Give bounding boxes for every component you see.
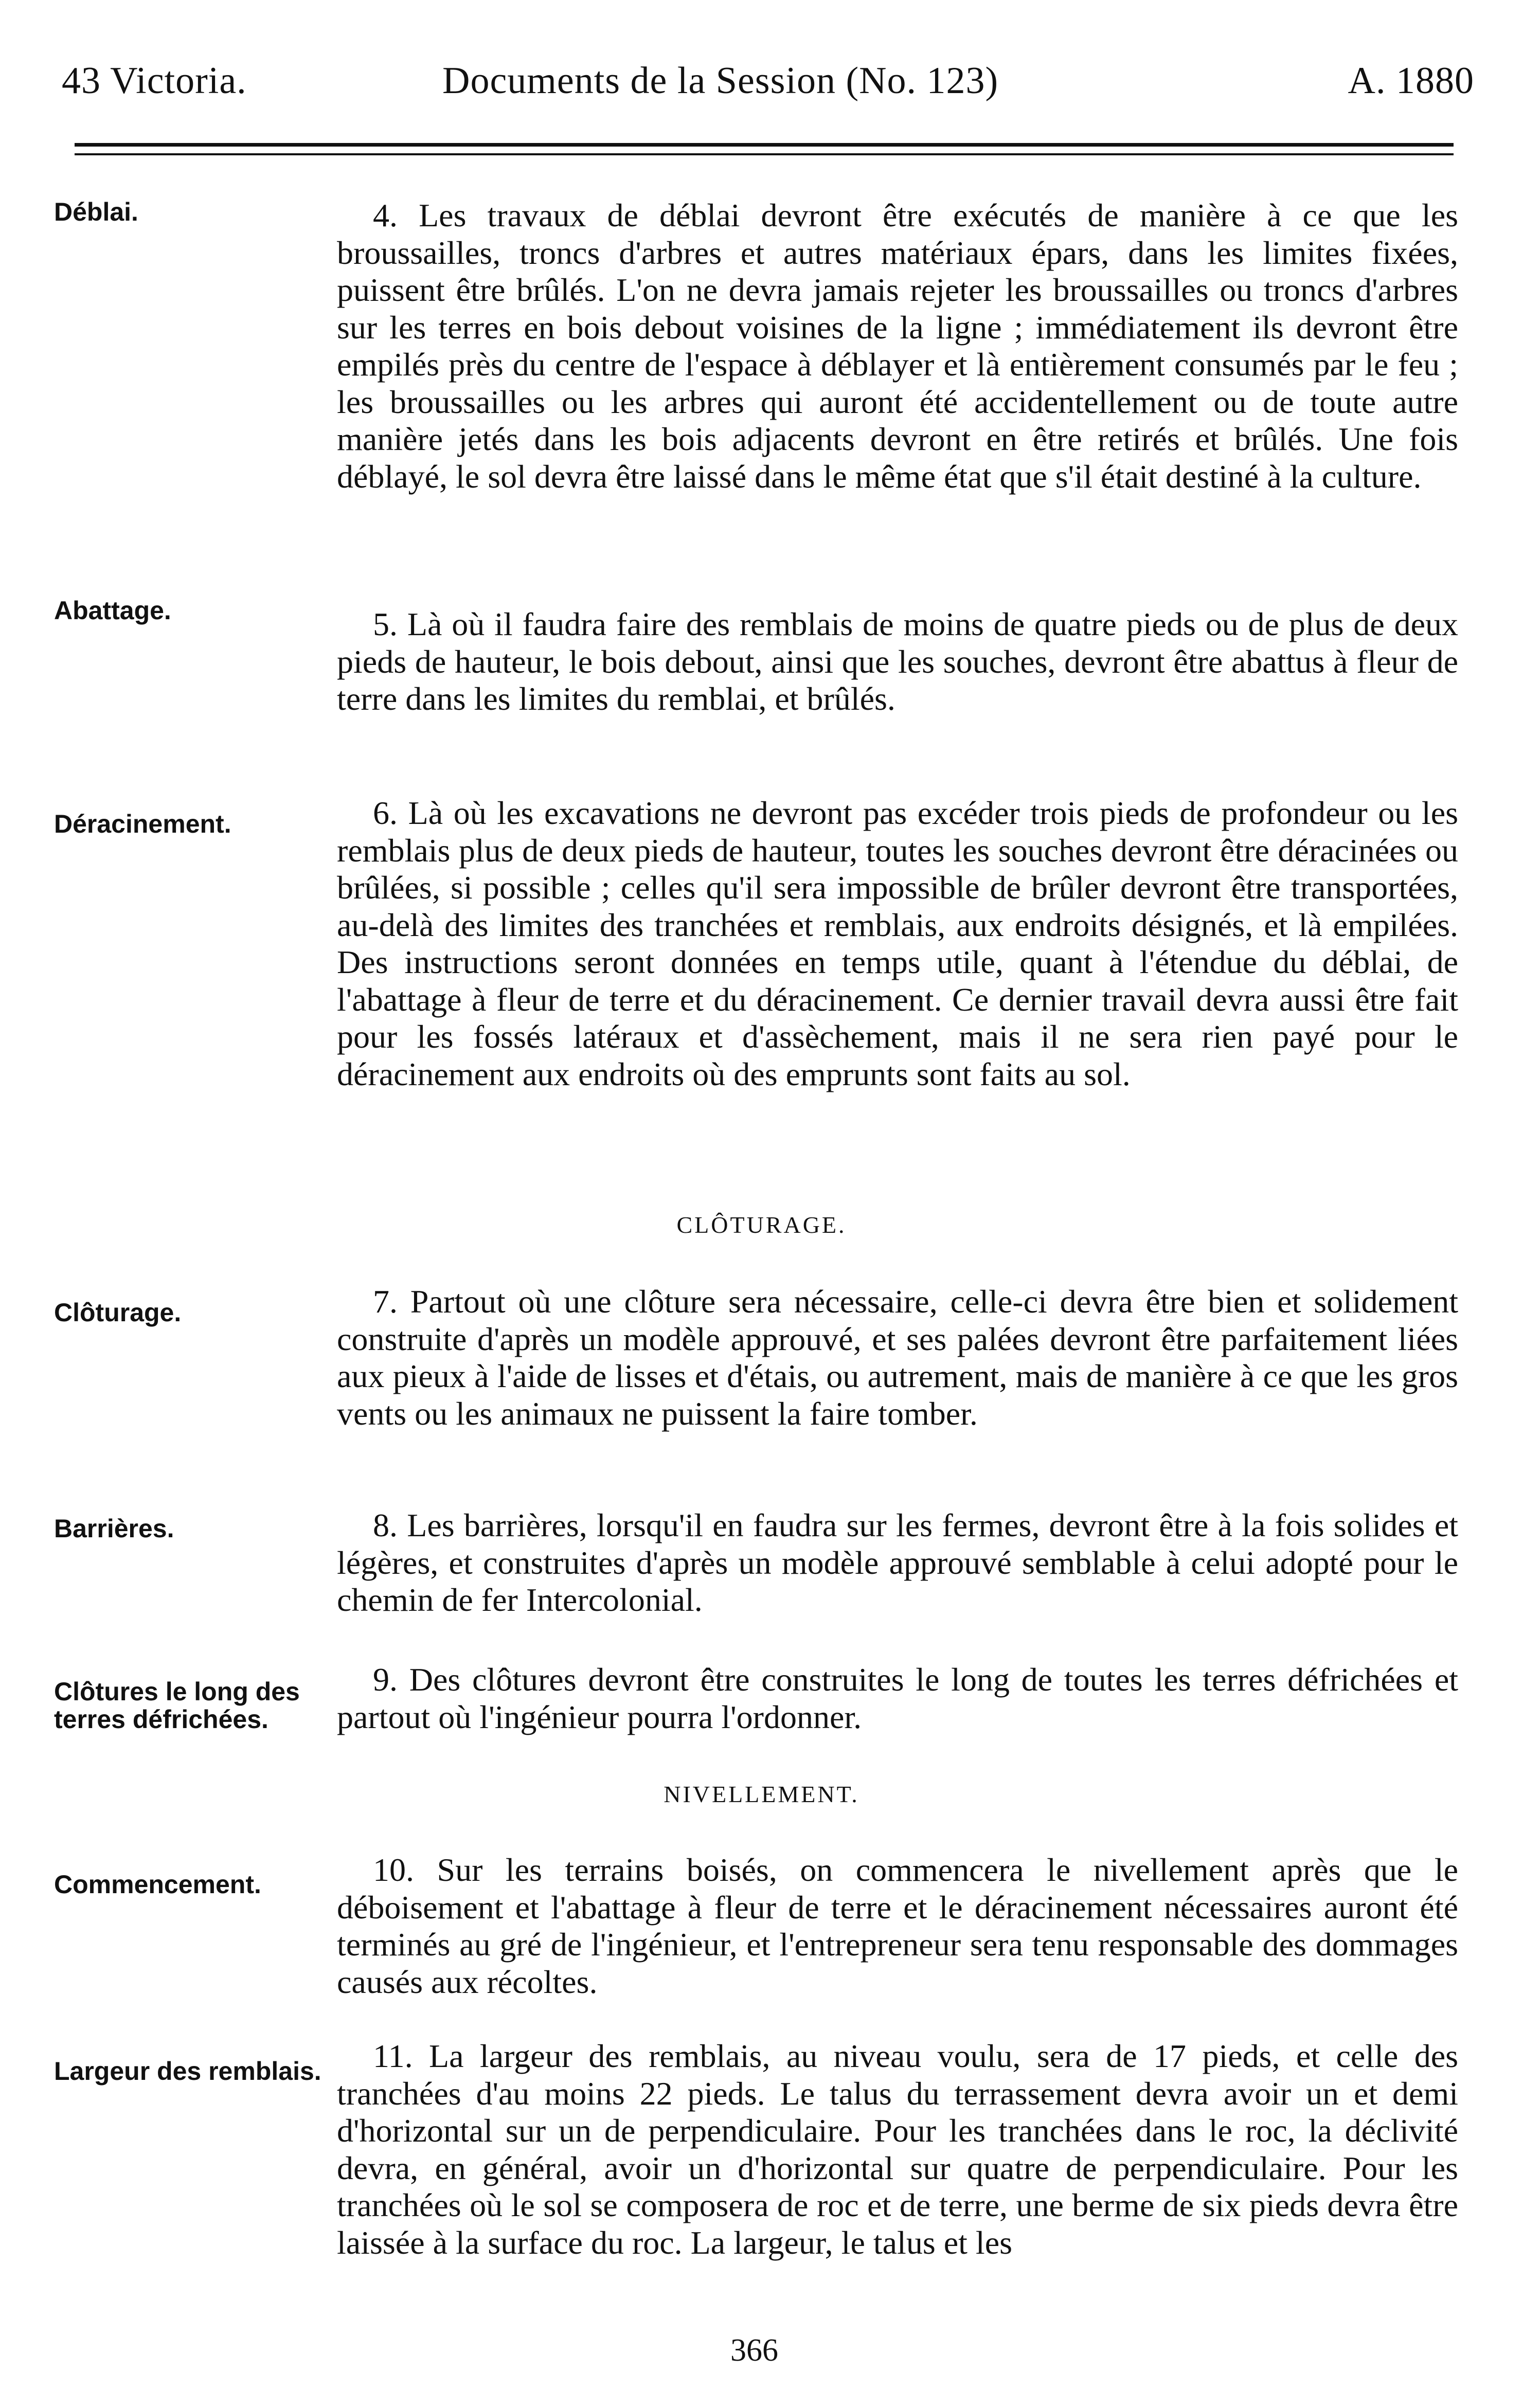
running-header-left: 43 Victoria. bbox=[62, 60, 247, 102]
paragraph-4: 4. Les travaux de déblai devront être exécutés de manière à ce que les broussailles, troncs d'arbres et autres matériaux épars, dans les limites fixées, puissent être brûlés. L'on ne devra jamais rejeter les broussailles ou troncs d'arbres sur les terres en bois debout voisines de la ligne ; immédiatement ils devront être empilés près du centre de l'espace à déblayer et là entièrement consumés par le feu ; les broussailles ou les arbres qui auront été accidentellement ou de toute autre manière jetés dans les bois adjacents devront en être retirés et brûlés. Une fois déblayé, le sol devra être laissé dans le même état que s'il était destiné à la culture. bbox=[337, 197, 1458, 495]
section-heading-nivellement: NIVELLEMENT. bbox=[664, 1781, 859, 1807]
page-number: 366 bbox=[730, 2333, 778, 2368]
section-heading-cloturage: CLÔTURAGE. bbox=[676, 1212, 847, 1238]
margin-note-commencement: Commencement. bbox=[54, 1870, 261, 1899]
margin-note-barrieres: Barrières. bbox=[54, 1514, 174, 1543]
paragraph-7: 7. Partout où une clôture sera nécessaire, celle-ci devra être bien et solidement construite d'après un modèle approuvé, et ses palées devront être parfaitement liées aux pieux à l'aide de lisses et d'étais, ou autrement, mais de manière à ce que les gros vents ou les animaux ne puissent la faire tomber. bbox=[337, 1283, 1458, 1432]
paragraph-8: 8. Les barrières, lorsqu'il en faudra sur les fermes, devront être à la fois solides et légères, et construites d'après un modèle approuvé semblable à celui adopté pour le chemin de fer Intercolonial. bbox=[337, 1507, 1458, 1618]
margin-note-cloturage: Clôturage. bbox=[54, 1298, 182, 1327]
margin-note-largeur-remblais: Largeur des remblais. bbox=[54, 2057, 321, 2086]
paragraph-9: 9. Des clôtures devront être construites le long de toutes les terres défrichées et partout où l'ingénieur pourra l'ordonner. bbox=[337, 1661, 1458, 1735]
paragraph-10: 10. Sur les terrains boisés, on commencera le nivellement après que le déboisement et l'abattage à fleur de terre et le déracinement nécessaires auront été terminés au gré de l'ingénieur, et l'entrepreneur sera tenu responsable des dommages causés aux récoltes. bbox=[337, 1852, 1458, 2000]
paragraph-5: 5. Là où il faudra faire des remblais de moins de quatre pieds ou de plus de deux pieds de hauteur, le bois debout, ainsi que les souches, devront être abattus à fleur de terre dans les limites du remblai, et brûlés. bbox=[337, 606, 1458, 717]
running-header-right: A. 1880 bbox=[1348, 60, 1474, 102]
paragraph-6: 6. Là où les excavations ne devront pas excéder trois pieds de profondeur ou les remblais plus de deux pieds de hauteur, toutes les souches devront être déracinées ou brûlées, si possible ; celles qu'il sera impossible de brûler devront être transportées, au-delà des limites des tranchées et remblais, aux endroits désignés, et là empilées. Des instructions seront données en temps utile, quant à l'étendue du déblai, de l'abattage à fleur de terre et du déracinement. Ce dernier travail devra aussi être fait pour les fossés latéraux et d'assèchement, mais il ne sera rien payé pour le déracinement aux endroits où des emprunts sont faits au sol. bbox=[337, 795, 1458, 1092]
margin-note-clotures-terres: Clôtures le long des terres défrichées. bbox=[54, 1677, 300, 1734]
paragraph-11: 11. La largeur des remblais, au niveau voulu, sera de 17 pieds, et celle des tranchées d'au moins 22 pieds. Le talus du terrassement devra avoir un et demi d'horizontal sur un de perpendiculaire. Pour les tranchées dans le roc, la déclivité devra, en général, avoir un d'horizontal sur quatre de perpendiculaire. Pour les tranchées où le sol se composera de roc et de terre, une berme de six pieds devra être laissée à la surface du roc. La largeur, le talus et les bbox=[337, 2038, 1458, 2261]
margin-note-deracinement: Déracinement. bbox=[54, 810, 231, 838]
running-header-center: Documents de la Session (No. 123) bbox=[442, 60, 999, 102]
margin-note-deblai: Déblai. bbox=[54, 197, 138, 226]
margin-note-abattage: Abattage. bbox=[54, 596, 171, 625]
header-rule-thin bbox=[75, 153, 1454, 155]
header-rule-thick bbox=[75, 143, 1454, 147]
